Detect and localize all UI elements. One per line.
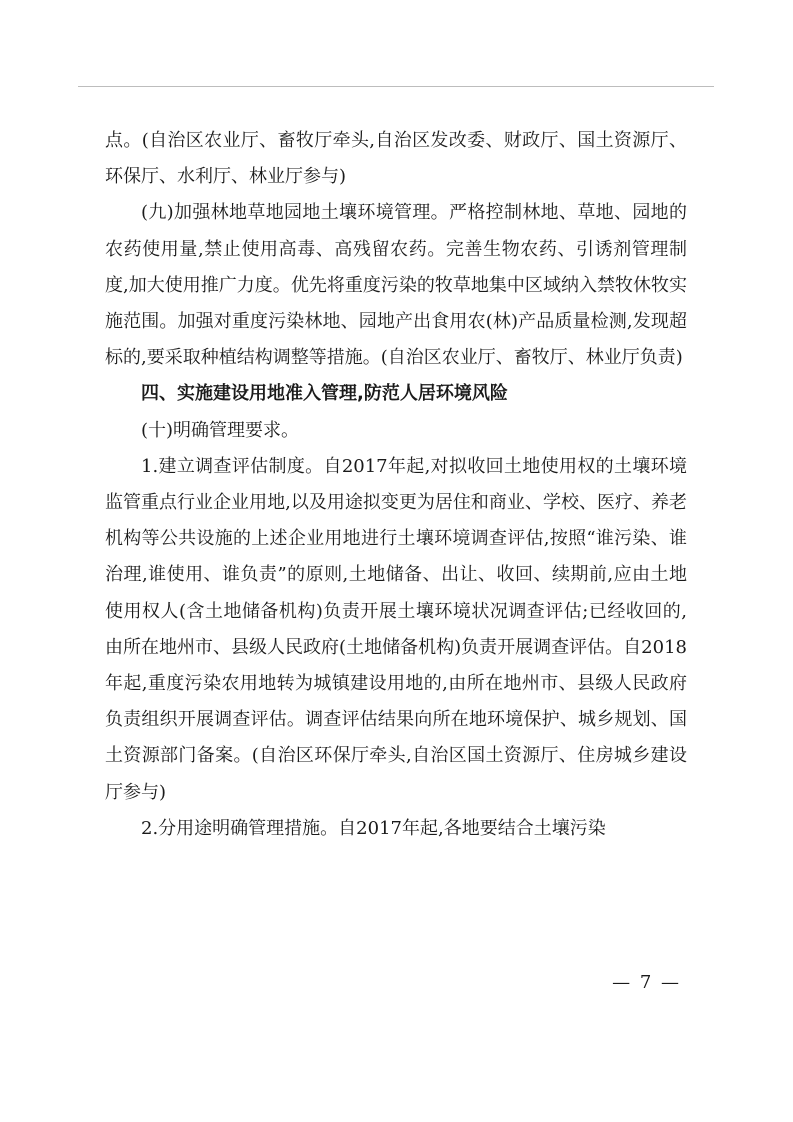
page-number: — 7 — [612,972,681,993]
header-rule [78,86,714,87]
paragraph-item-9: (九)加强林地草地园地土壤环境管理。严格控制林地、草地、园地的农药使用量,禁止使用高毒、高残留农药。完善生物农药、引诱剂管理制度,加大使用推广力度。优先将重度污染的牧草地集中区域纳入禁牧休牧实施范围。加强对重度污染林地、园地产出食用农(林)产品质量检测,发现超标的,要采取种植结构调整等措施。(自治区农业厅、畜牧厅、林业厅负责) [105,202,687,369]
paragraph-continuation: 点。(自治区农业厅、畜牧厅牵头,自治区发改委、财政厅、国土资源厅、环保厅、水利厅、林业厅参与) [105,130,687,188]
section-heading-4: 四、实施建设用地准入管理,防范人居环境风险 [141,383,508,405]
paragraph-item-10: (十)明确管理要求。 [141,419,300,441]
document-body [105,123,687,847]
paragraph-point-2: 2.分用途明确管理措施。自2017年起,各地要结合土壤污染 [141,817,606,839]
paragraph-point-1: 1.建立调查评估制度。自2017年起,对拟收回土地使用权的土壤环境监管重点行业企业用地,以及用途拟变更为居住和商业、学校、医疗、养老机构等公共设施的上述企业用地进行土壤环境调查评估,按照“谁污染、谁治理,谁使用、谁负责”的原则,土地储备、出让、收回、续期前,应由土地使用权人(含土地储备机构)负责开展土壤环境状况调查评估;已经收回的,由所在地州市、县级人民政府(土地储备机构)负责开展调查评估。自2018年起,重度污染农用地转为城镇建设用地的,由所在地州市、县级人民政府负责组织开展调查评估。调查评估结果向所在地环境保护、城乡规划、国土资源部门备案。(自治区环保厅牵头,自治区国土资源厅、住房城乡建设厅参与) [105,455,687,803]
